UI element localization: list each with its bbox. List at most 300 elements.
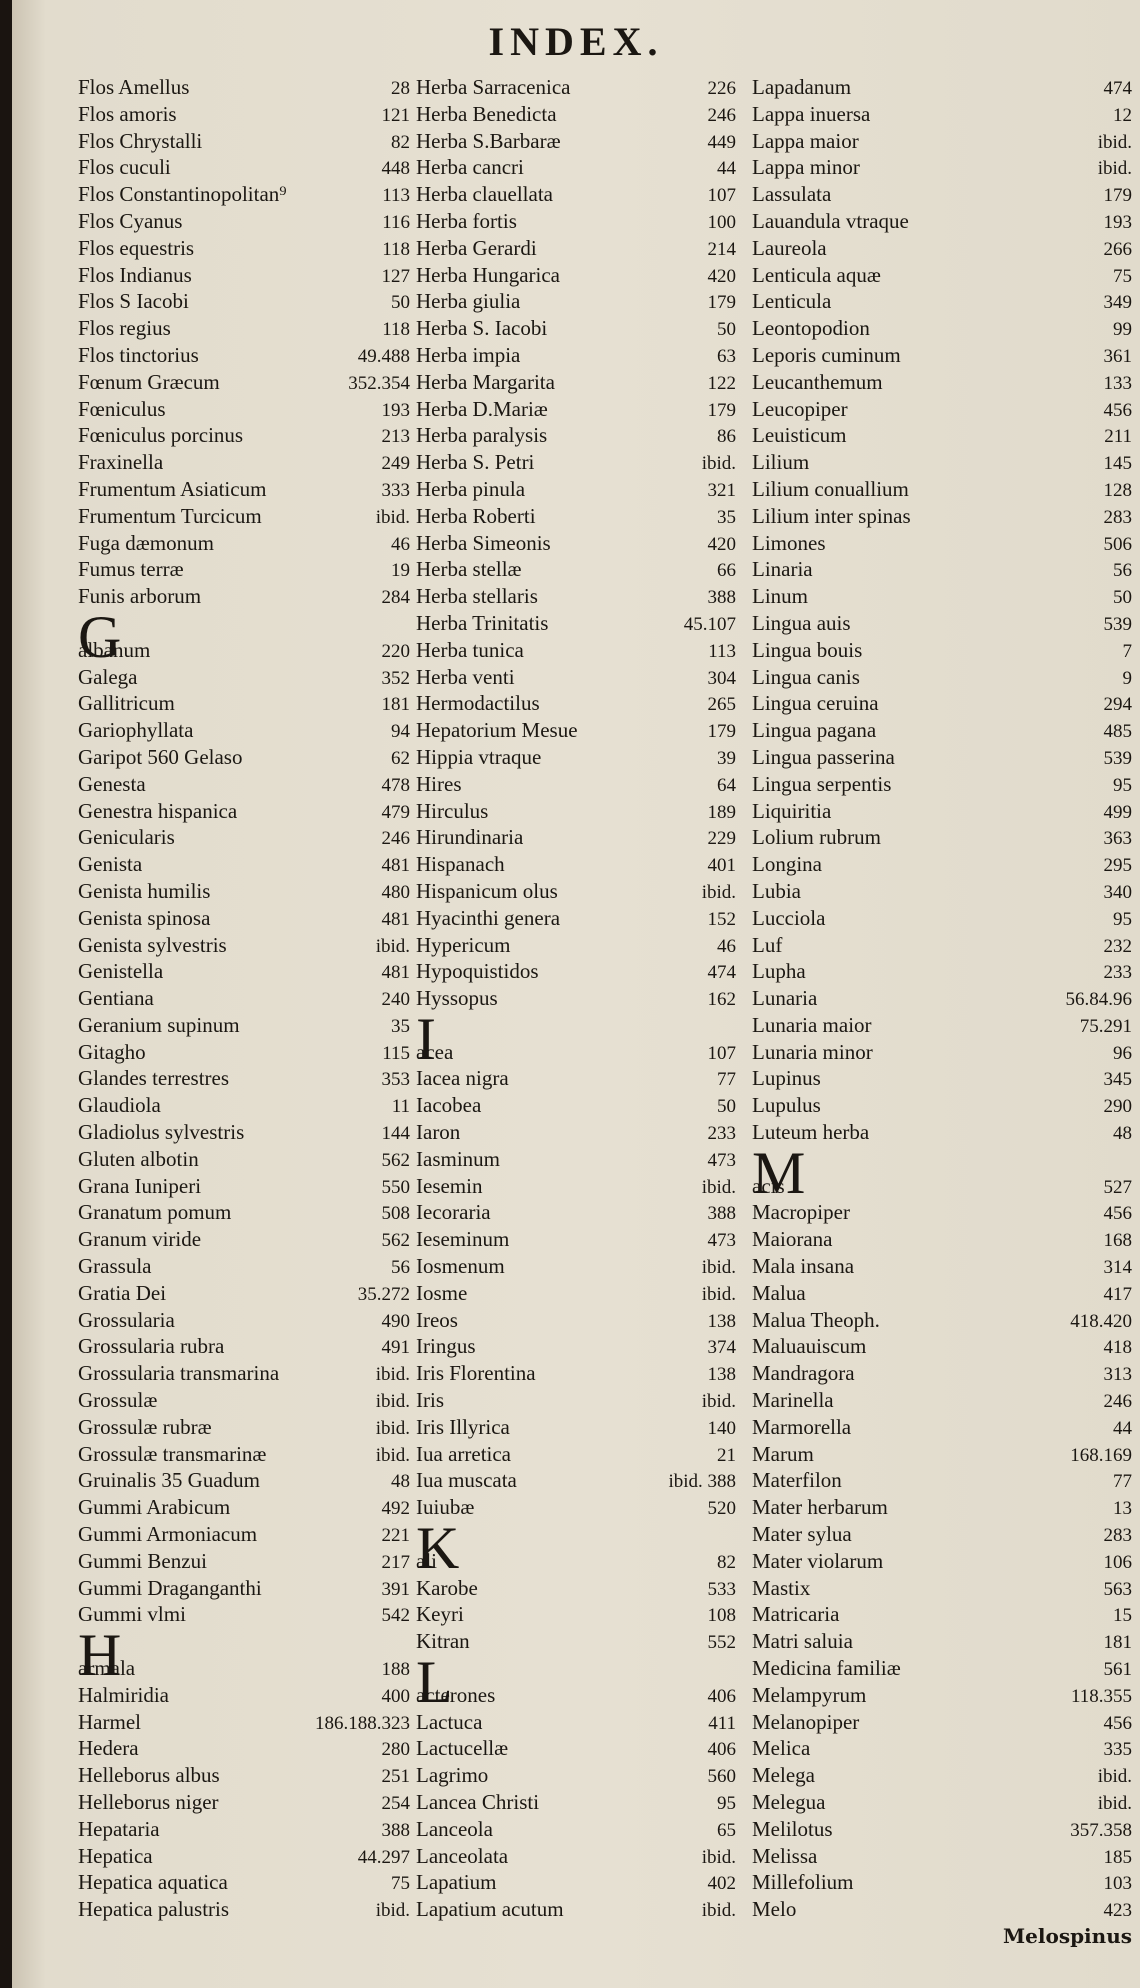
entry-page-ref: ibid. xyxy=(375,1364,410,1386)
entry-term: Iacea nigra xyxy=(416,1066,509,1091)
entry-term: Liquiritia xyxy=(752,798,832,823)
entry-page-ref: ibid. xyxy=(701,881,736,903)
entry-term: Iaron xyxy=(416,1120,461,1145)
index-entry xyxy=(78,369,410,396)
entry-term: Lingua bouis xyxy=(752,637,863,662)
entry-term: Mater violarum xyxy=(752,1548,884,1573)
entry-term: Fuga dæmonum xyxy=(78,530,214,555)
index-entry xyxy=(78,744,410,771)
entry-page-ref: 283 xyxy=(1103,1525,1132,1547)
index-entry xyxy=(416,154,736,181)
entry-term: Flos S Iacobi xyxy=(78,289,189,314)
index-entry xyxy=(416,556,736,583)
index-entry xyxy=(78,878,410,905)
index-entry xyxy=(78,74,410,101)
entry-term: Mater herbarum xyxy=(752,1495,888,1520)
entry-page-ref: 527 xyxy=(1103,1176,1132,1198)
entry-term: Hires xyxy=(416,771,462,796)
entry-term: Leontopodion xyxy=(752,316,870,341)
entry-page-ref: 121 xyxy=(381,104,410,126)
entry-term: Herba Simeonis xyxy=(416,530,551,555)
entry-page-ref: 481 xyxy=(381,962,410,984)
index-entry xyxy=(416,235,736,262)
entry-page-ref: 86 xyxy=(717,426,736,448)
entry-page-ref: ibid. xyxy=(1097,1766,1132,1788)
entry-term: Grossularia transmarina xyxy=(78,1361,280,1386)
entry-page-ref: 478 xyxy=(381,774,410,796)
section-gap xyxy=(78,1628,410,1655)
entry-page-ref: 314 xyxy=(1103,1257,1132,1279)
index-entry xyxy=(416,1333,736,1360)
entry-term: Flos tinctorius xyxy=(78,342,199,367)
entry-term: Malua Theoph. xyxy=(752,1307,880,1332)
index-entry xyxy=(752,637,1132,664)
entry-term: Iacea xyxy=(416,1005,454,1072)
entry-page-ref: 50 xyxy=(717,319,736,341)
entry-page-ref: 108 xyxy=(707,1605,736,1627)
index-entry xyxy=(78,1843,410,1870)
index-entry xyxy=(78,1307,410,1334)
index-entry xyxy=(752,958,1132,985)
index-entry xyxy=(752,1843,1132,1870)
index-entry xyxy=(78,1119,410,1146)
index-entry xyxy=(416,690,736,717)
entry-term: Helleborus albus xyxy=(78,1763,220,1788)
index-entry xyxy=(416,583,736,610)
entry-page-ref: 349 xyxy=(1103,292,1132,314)
index-entry xyxy=(416,1869,736,1896)
index-entry xyxy=(78,396,410,423)
entry-page-ref: 49.488 xyxy=(357,345,410,367)
entry-term: Lapatium acutum xyxy=(416,1897,564,1922)
entry-term: Herba paralysis xyxy=(416,423,548,448)
entry-page-ref: 388 xyxy=(381,1819,410,1841)
index-entry xyxy=(752,905,1132,932)
index-entry xyxy=(416,1173,736,1200)
index-entry xyxy=(416,1575,736,1602)
entry-page-ref: 95 xyxy=(717,1793,736,1814)
entry-page-ref: 246 xyxy=(1103,1391,1132,1413)
entry-page-ref: ibid. xyxy=(1097,131,1132,153)
index-entry xyxy=(752,74,1132,101)
entry-page-ref: ibid. xyxy=(701,1391,736,1413)
entry-page-ref: 118.355 xyxy=(1070,1685,1132,1707)
entry-term: Herba venti xyxy=(416,664,515,689)
entry-page-ref: 115 xyxy=(382,1042,410,1064)
index-entry xyxy=(78,476,410,503)
index-entry xyxy=(416,824,736,851)
index-entry xyxy=(416,1709,736,1736)
entry-term: Lancea Christi xyxy=(416,1790,540,1814)
index-entry xyxy=(416,396,736,423)
index-entry xyxy=(416,208,736,235)
entry-page-ref: 100 xyxy=(707,211,736,233)
entry-page-ref: 304 xyxy=(707,667,736,689)
entry-page-ref: 423 xyxy=(1103,1900,1132,1922)
entry-term: Lingua ceruina xyxy=(752,691,879,716)
entry-page-ref: 401 xyxy=(707,855,736,877)
entry-page-ref: 107 xyxy=(707,185,736,207)
entry-term: Hypericum xyxy=(416,932,511,957)
entry-term: Hirculus xyxy=(416,798,489,823)
entry-term: Lacterones xyxy=(416,1648,496,1715)
index-entry xyxy=(416,1119,736,1146)
entry-page-ref: 66 xyxy=(717,560,736,582)
index-entry xyxy=(416,1494,736,1521)
entry-page-ref: 249 xyxy=(381,453,410,475)
entry-term: Helleborus niger xyxy=(78,1790,219,1814)
entry-page-ref: 294 xyxy=(1103,694,1132,716)
index-entry xyxy=(752,1039,1132,1066)
entry-page-ref: 417 xyxy=(1103,1283,1132,1305)
entry-term: Grana Iuniperi xyxy=(78,1173,202,1198)
entry-term: Granatum pomum xyxy=(78,1200,232,1225)
entry-term: Lanceolata xyxy=(416,1843,509,1868)
entry-term: Galbanum xyxy=(78,603,151,670)
index-entry xyxy=(752,851,1132,878)
entry-page-ref: 179 xyxy=(707,721,736,743)
entry-term: Frumentum Asiaticum xyxy=(78,476,267,501)
entry-page-ref: 474 xyxy=(707,962,736,984)
section-gap xyxy=(416,1012,736,1039)
entry-term: Harmala xyxy=(78,1622,136,1689)
index-entry xyxy=(416,1816,736,1843)
entry-term: Herba impia xyxy=(416,342,521,367)
entry-term: Iosme xyxy=(416,1280,468,1305)
entry-term: Flos cuculi xyxy=(78,155,171,180)
entry-term: Glandes terrestres xyxy=(78,1066,230,1091)
entry-term: Gummi Benzui xyxy=(78,1548,207,1573)
entry-term: Melica xyxy=(752,1736,811,1761)
entry-page-ref: 106 xyxy=(1103,1551,1132,1573)
index-entry xyxy=(416,1387,736,1414)
index-entry xyxy=(416,1092,736,1119)
entry-term: Melega xyxy=(752,1763,815,1788)
entry-page-ref: 563 xyxy=(1103,1578,1132,1600)
entry-term: Lilium xyxy=(752,450,810,475)
entry-page-ref: 35.272 xyxy=(357,1283,410,1305)
index-entry xyxy=(752,1139,1132,1206)
entry-page-ref: 107 xyxy=(707,1042,736,1064)
index-entry xyxy=(416,1896,736,1923)
entry-page-ref: 313 xyxy=(1103,1364,1132,1386)
index-column-2 xyxy=(416,74,736,1923)
entry-page-ref: 479 xyxy=(381,801,410,823)
entry-page-ref: 64 xyxy=(717,774,736,796)
entry-term: Matricaria xyxy=(752,1602,840,1627)
index-entry xyxy=(416,637,736,664)
entry-term: Longina xyxy=(752,852,822,877)
entry-page-ref: 246 xyxy=(381,828,410,850)
entry-page-ref: 138 xyxy=(707,1364,736,1386)
entry-page-ref: 363 xyxy=(1103,828,1132,850)
index-entry xyxy=(78,154,410,181)
entry-term: Iasminum xyxy=(416,1146,500,1171)
entry-page-ref: 113 xyxy=(382,185,410,207)
entry-page-ref: 562 xyxy=(381,1230,410,1252)
index-entry xyxy=(752,1199,1132,1226)
index-entry xyxy=(752,1280,1132,1307)
entry-page-ref: 217 xyxy=(381,1551,410,1573)
entry-term: Lunaria xyxy=(752,986,818,1011)
entry-page-ref: 48 xyxy=(1113,1123,1132,1145)
index-entry xyxy=(416,288,736,315)
entry-term: Frumentum Turcicum xyxy=(78,503,262,528)
entry-term: Lauandula vtraque xyxy=(752,208,909,233)
entry-page-ref: 251 xyxy=(381,1766,410,1788)
entry-page-ref: 246 xyxy=(707,104,736,126)
index-entry xyxy=(752,128,1132,155)
entry-page-ref: 418.420 xyxy=(1070,1310,1132,1332)
entry-page-ref: 13 xyxy=(1113,1498,1132,1520)
entry-term: Gratia Dei xyxy=(78,1280,167,1305)
index-entry xyxy=(78,503,410,530)
entry-page-ref: 94 xyxy=(391,721,410,743)
entry-term: Hermodactilus xyxy=(416,691,540,716)
entry-page-ref: 474 xyxy=(1103,78,1132,99)
entry-page-ref: 233 xyxy=(1103,962,1132,984)
entry-page-ref: 122 xyxy=(707,372,736,394)
entry-term: Herba Trinitatis xyxy=(416,610,549,635)
entry-term: Flos Indianus xyxy=(78,262,192,287)
entry-term: Harmel xyxy=(78,1709,141,1734)
entry-term: Hedera xyxy=(78,1736,139,1761)
index-entry xyxy=(78,1548,410,1575)
index-entry xyxy=(78,208,410,235)
entry-page-ref: 485 xyxy=(1103,721,1132,743)
entry-page-ref: 181 xyxy=(1103,1632,1132,1654)
entry-term: Galega xyxy=(78,664,138,689)
entry-page-ref: 448 xyxy=(381,158,410,180)
index-entry xyxy=(416,449,736,476)
entry-term: Melanopiper xyxy=(752,1709,860,1734)
entry-term: Luteum herba xyxy=(752,1120,870,1145)
entry-page-ref: 113 xyxy=(708,640,736,662)
index-entry xyxy=(78,342,410,369)
entry-page-ref: 103 xyxy=(1103,1873,1132,1895)
index-entry xyxy=(416,958,736,985)
entry-page-ref: 221 xyxy=(381,1525,410,1547)
index-entry xyxy=(752,1065,1132,1092)
entry-term: Herba Gerardi xyxy=(416,235,537,260)
index-entry xyxy=(78,1575,410,1602)
entry-term: Hippia vtraque xyxy=(416,744,542,769)
entry-page-ref: 77 xyxy=(717,1069,736,1091)
entry-term: Glaudiola xyxy=(78,1093,161,1118)
entry-term: Macropiper xyxy=(752,1200,850,1225)
entry-page-ref: 63 xyxy=(717,345,736,367)
entry-page-ref: 499 xyxy=(1103,801,1132,823)
entry-term: Fumus terræ xyxy=(78,557,184,582)
entry-page-ref: 473 xyxy=(707,1230,736,1252)
index-entry xyxy=(752,1092,1132,1119)
entry-term: Flos Cyanus xyxy=(78,208,183,233)
entry-term: Lappa minor xyxy=(752,155,860,180)
entry-page-ref: 353 xyxy=(381,1069,410,1091)
index-entry xyxy=(416,74,736,101)
index-entry xyxy=(752,1441,1132,1468)
index-entry xyxy=(78,288,410,315)
index-entry xyxy=(78,1387,410,1414)
index-entry xyxy=(752,1387,1132,1414)
entry-term: Iuiubæ xyxy=(416,1495,475,1520)
entry-page-ref: 321 xyxy=(707,479,736,501)
index-entry xyxy=(78,824,410,851)
entry-term: Herba tunica xyxy=(416,637,524,662)
index-entry xyxy=(416,1199,736,1226)
entry-page-ref: 77 xyxy=(1113,1471,1132,1493)
index-entry xyxy=(416,798,736,825)
index-entry xyxy=(752,530,1132,557)
index-entry xyxy=(752,1789,1132,1816)
entry-page-ref: 539 xyxy=(1103,613,1132,635)
entry-page-ref: 118 xyxy=(382,238,410,260)
entry-page-ref: ibid. xyxy=(375,1391,410,1413)
index-entry xyxy=(78,1173,410,1200)
index-entry xyxy=(78,905,410,932)
index-entry xyxy=(78,851,410,878)
entry-page-ref: 56 xyxy=(391,1257,410,1279)
entry-term: Herba Roberti xyxy=(416,503,536,528)
index-entry xyxy=(752,422,1132,449)
index-entry xyxy=(752,1682,1132,1709)
entry-term: Melegua xyxy=(752,1790,826,1814)
entry-page-ref: 220 xyxy=(381,640,410,662)
entry-term: Flos Constantinopolitan⁹ xyxy=(78,182,287,207)
entry-term: Leuisticum xyxy=(752,423,847,448)
entry-page-ref: 28 xyxy=(391,78,410,99)
index-entry xyxy=(78,1441,410,1468)
entry-page-ref: 562 xyxy=(381,1149,410,1171)
entry-page-ref: 56.84.96 xyxy=(1065,989,1132,1011)
index-entry xyxy=(78,1896,410,1923)
entry-page-ref: 185 xyxy=(1103,1846,1132,1868)
entry-term: Herba stellaris xyxy=(416,584,538,609)
entry-page-ref: 9 xyxy=(1122,667,1132,689)
entry-term: Genista xyxy=(78,852,143,877)
entry-page-ref: 391 xyxy=(381,1578,410,1600)
entry-term: Gitagho xyxy=(78,1039,146,1064)
index-entry xyxy=(752,690,1132,717)
entry-term: Iris Florentina xyxy=(416,1361,536,1386)
index-entry xyxy=(416,1441,736,1468)
entry-term: Fœniculus porcinus xyxy=(78,423,244,448)
entry-page-ref: 284 xyxy=(381,587,410,609)
entry-term: Keyri xyxy=(416,1602,464,1627)
index-page xyxy=(12,0,1140,1988)
index-entry xyxy=(752,288,1132,315)
entry-term: Melilotus xyxy=(752,1816,833,1841)
entry-page-ref: 62 xyxy=(391,747,410,769)
entry-term: Herba stellæ xyxy=(416,557,522,582)
entry-term: Herba giulia xyxy=(416,289,521,314)
entry-page-ref: ibid. xyxy=(1097,158,1132,180)
entry-page-ref: 19 xyxy=(391,560,410,582)
index-entry xyxy=(752,1869,1132,1896)
index-entry xyxy=(752,1601,1132,1628)
entry-term: Lagrimo xyxy=(416,1763,489,1788)
entry-term: Lappa maior xyxy=(752,128,859,153)
entry-term: Halmiridia xyxy=(78,1682,169,1707)
index-entry xyxy=(78,985,410,1012)
index-entry xyxy=(752,824,1132,851)
entry-page-ref: 145 xyxy=(1103,453,1132,475)
index-entry xyxy=(752,744,1132,771)
entry-term: Lilium inter spinas xyxy=(752,503,911,528)
entry-term: Iringus xyxy=(416,1334,476,1359)
index-entry xyxy=(752,342,1132,369)
index-entry xyxy=(752,664,1132,691)
entry-term: Ieseminum xyxy=(416,1227,510,1252)
index-entry xyxy=(752,235,1132,262)
entry-page-ref: 473 xyxy=(707,1149,736,1171)
index-entry xyxy=(78,1709,410,1736)
index-entry xyxy=(416,128,736,155)
entry-page-ref: 118 xyxy=(382,319,410,341)
entry-page-ref: 99 xyxy=(1113,319,1132,341)
entry-term: Gummi Draganganthi xyxy=(78,1575,262,1600)
index-entry xyxy=(416,1005,736,1072)
entry-page-ref: ibid. xyxy=(701,1176,736,1198)
entry-term: Kali xyxy=(416,1514,460,1581)
index-entry xyxy=(78,1360,410,1387)
entry-page-ref: ibid. xyxy=(375,1444,410,1466)
entry-page-ref: 418 xyxy=(1103,1337,1132,1359)
entry-page-ref: 357.358 xyxy=(1070,1819,1132,1841)
index-entry xyxy=(752,1816,1132,1843)
index-entry xyxy=(78,1065,410,1092)
section-gap xyxy=(78,610,410,637)
entry-term: Gruinalis 35 Guadum xyxy=(78,1468,260,1493)
entry-page-ref: 456 xyxy=(1103,1712,1132,1734)
entry-term: Gallitricum xyxy=(78,691,175,716)
index-entry xyxy=(78,530,410,557)
index-entry xyxy=(78,1226,410,1253)
entry-term: Herba S. Petri xyxy=(416,450,535,475)
index-entry xyxy=(752,1012,1132,1039)
entry-page-ref: 420 xyxy=(707,533,736,555)
index-entry xyxy=(78,771,410,798)
entry-term: Macis xyxy=(752,1139,806,1206)
index-entry xyxy=(416,610,736,637)
entry-page-ref: ibid. xyxy=(701,1846,736,1868)
entry-term: Genestra hispanica xyxy=(78,798,238,823)
entry-page-ref: 265 xyxy=(707,694,736,716)
index-entry xyxy=(416,905,736,932)
entry-term: Hispanicum olus xyxy=(416,878,558,903)
entry-page-ref: 406 xyxy=(707,1739,736,1761)
entry-term: Hyacinthi genera xyxy=(416,905,561,930)
entry-term: Flos Chrystalli xyxy=(78,128,203,153)
index-entry xyxy=(752,396,1132,423)
entry-term: Maiorana xyxy=(752,1227,833,1252)
index-entry xyxy=(78,181,410,208)
entry-page-ref: 345 xyxy=(1103,1069,1132,1091)
entry-page-ref: 506 xyxy=(1103,533,1132,555)
entry-term: Fœniculus xyxy=(78,396,166,421)
index-entry xyxy=(416,476,736,503)
entry-page-ref: 211 xyxy=(1104,426,1132,448)
entry-page-ref: 449 xyxy=(707,131,736,153)
index-entry xyxy=(78,583,410,610)
index-entry xyxy=(78,1333,410,1360)
entry-page-ref: 420 xyxy=(707,265,736,287)
index-entry xyxy=(416,1843,736,1870)
entry-term: Lappa inuersa xyxy=(752,101,871,126)
index-entry xyxy=(752,1494,1132,1521)
index-entry xyxy=(416,1762,736,1789)
entry-page-ref: 295 xyxy=(1103,855,1132,877)
